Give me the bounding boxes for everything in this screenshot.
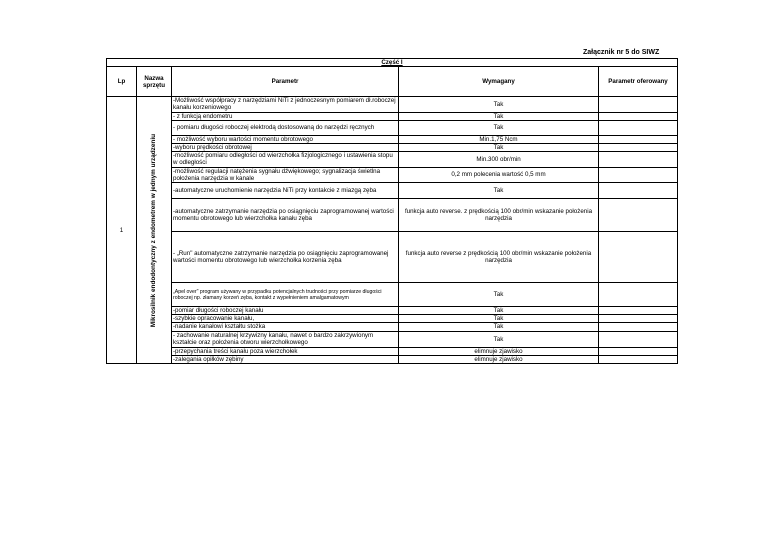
req-cell: Tak bbox=[399, 331, 599, 347]
offered-cell[interactable] bbox=[599, 347, 678, 355]
header-lp: Lp bbox=[107, 67, 137, 97]
req-cell: funkcja auto reverse z prędkością 100 obr/min wskazanie położenia narzędzia bbox=[399, 232, 599, 283]
offered-cell[interactable] bbox=[599, 112, 678, 120]
req-cell: elimnuje zjawisko bbox=[399, 347, 599, 355]
req-cell: Tak bbox=[399, 97, 599, 112]
offered-cell[interactable] bbox=[599, 97, 678, 112]
offered-cell[interactable] bbox=[599, 199, 678, 232]
offered-cell[interactable] bbox=[599, 315, 678, 323]
req-cell: Min.300 obr/min bbox=[399, 152, 599, 167]
offered-cell[interactable] bbox=[599, 232, 678, 283]
part-title: Część I bbox=[107, 59, 678, 67]
param-cell: -zalegania opiłków zębiny bbox=[172, 355, 399, 363]
param-cell: -przepychania treści kanału poza wierzchołek bbox=[172, 347, 399, 355]
annex-label: Załącznik nr 5 do SIWZ bbox=[583, 49, 660, 56]
offered-cell[interactable] bbox=[599, 120, 678, 135]
offered-cell[interactable] bbox=[599, 167, 678, 182]
param-cell: „Apel over" program używany w przypadku potencjalnych trudności przy pomiarze długości roboczej np. złamany korzeń zęba, kontakt z wypełnieniem amalgamatowym bbox=[172, 283, 399, 307]
param-cell: -Możliwość współpracy z narzędziami NiTi z jednoczesnym pomiarem dł.roboczej kanału korzeniowego bbox=[172, 97, 399, 112]
equipment-name: Mikrosilnik endodontyczny z endometrem w jednym urządzeniu bbox=[150, 133, 158, 327]
req-cell: Tak bbox=[399, 120, 599, 135]
offered-cell[interactable] bbox=[599, 183, 678, 199]
req-cell: Tak bbox=[399, 307, 599, 315]
param-cell: - „Run" automatyczne zatrzymanie narzędzia po osiągnięciu zaprogramowanej wartości momentu obrotowego lub wierzchołka korzenia zęba bbox=[172, 232, 399, 283]
req-cell: 0,2 mm polecenia wartość 0,5 mm bbox=[399, 167, 599, 182]
offered-cell[interactable] bbox=[599, 355, 678, 363]
param-cell: - pomiaru długości roboczej elektrodą dostosowaną do narzędzi ręcznych bbox=[172, 120, 399, 135]
req-cell: Tak bbox=[399, 183, 599, 199]
param-cell: -nadanie kanałowi kształtu stożka bbox=[172, 323, 399, 331]
param-cell: -możliwość pomiaru odległości od wierzchołka fizjologicznego i ustawienia stopu w odległości bbox=[172, 152, 399, 167]
header-offered: Parametr oferowany bbox=[599, 67, 678, 97]
lp-cell: 1 bbox=[107, 97, 137, 364]
equipment-name-cell bbox=[137, 97, 172, 364]
param-cell: -możliwość regulacji natężenia sygnału dźwiękowego; sygnalizacja świetlna położenia narzędzia w kanale bbox=[172, 167, 399, 182]
param-cell: - z funkcją endometru bbox=[172, 112, 399, 120]
offered-cell[interactable] bbox=[599, 307, 678, 315]
offered-cell[interactable] bbox=[599, 331, 678, 347]
param-cell: -automatyczne zatrzymanie narzędzia po osiągnięciu zaprogramowanej wartości momentu obrotowego lub wierzchołka kanału zęba bbox=[172, 199, 399, 232]
param-cell: -pomiar długości roboczej kanału bbox=[172, 307, 399, 315]
specification-table bbox=[106, 58, 678, 364]
header-equipment-name: Nazwa sprzętu bbox=[137, 67, 172, 97]
req-cell: Tak bbox=[399, 283, 599, 307]
param-cell: -szybkie opracowanie kanału, bbox=[172, 315, 399, 323]
offered-cell[interactable] bbox=[599, 152, 678, 167]
req-cell: Tak bbox=[399, 315, 599, 323]
header-required: Wymagany bbox=[399, 67, 599, 97]
header-parameter: Parametr bbox=[172, 67, 399, 97]
param-cell: -wyboru prędkości obrotowej bbox=[172, 144, 399, 152]
req-cell: funkcja auto reverse. z prędkością 100 obr/min wskazanie położenia narzędzia bbox=[399, 199, 599, 232]
param-cell: - zachowanie naturalnej krzywizny kanału, nawet o bardzo zakrzywionym kształcie oraz położenia otworu wierzchołkowego bbox=[172, 331, 399, 347]
req-cell: elimnuje zjawisko bbox=[399, 355, 599, 363]
req-cell: Min.1,75 Ncm bbox=[399, 135, 599, 143]
req-cell: Tak bbox=[399, 112, 599, 120]
offered-cell[interactable] bbox=[599, 144, 678, 152]
req-cell: Tak bbox=[399, 323, 599, 331]
offered-cell[interactable] bbox=[599, 283, 678, 307]
offered-cell[interactable] bbox=[599, 323, 678, 331]
offered-cell[interactable] bbox=[599, 135, 678, 143]
param-cell: -automatyczne uruchomienie narzędzia NiTi przy kontakcie z miazgą zęba bbox=[172, 183, 399, 199]
req-cell: Tak bbox=[399, 144, 599, 152]
param-cell: - możliwość wyboru wartości momentu obrotowego bbox=[172, 135, 399, 143]
